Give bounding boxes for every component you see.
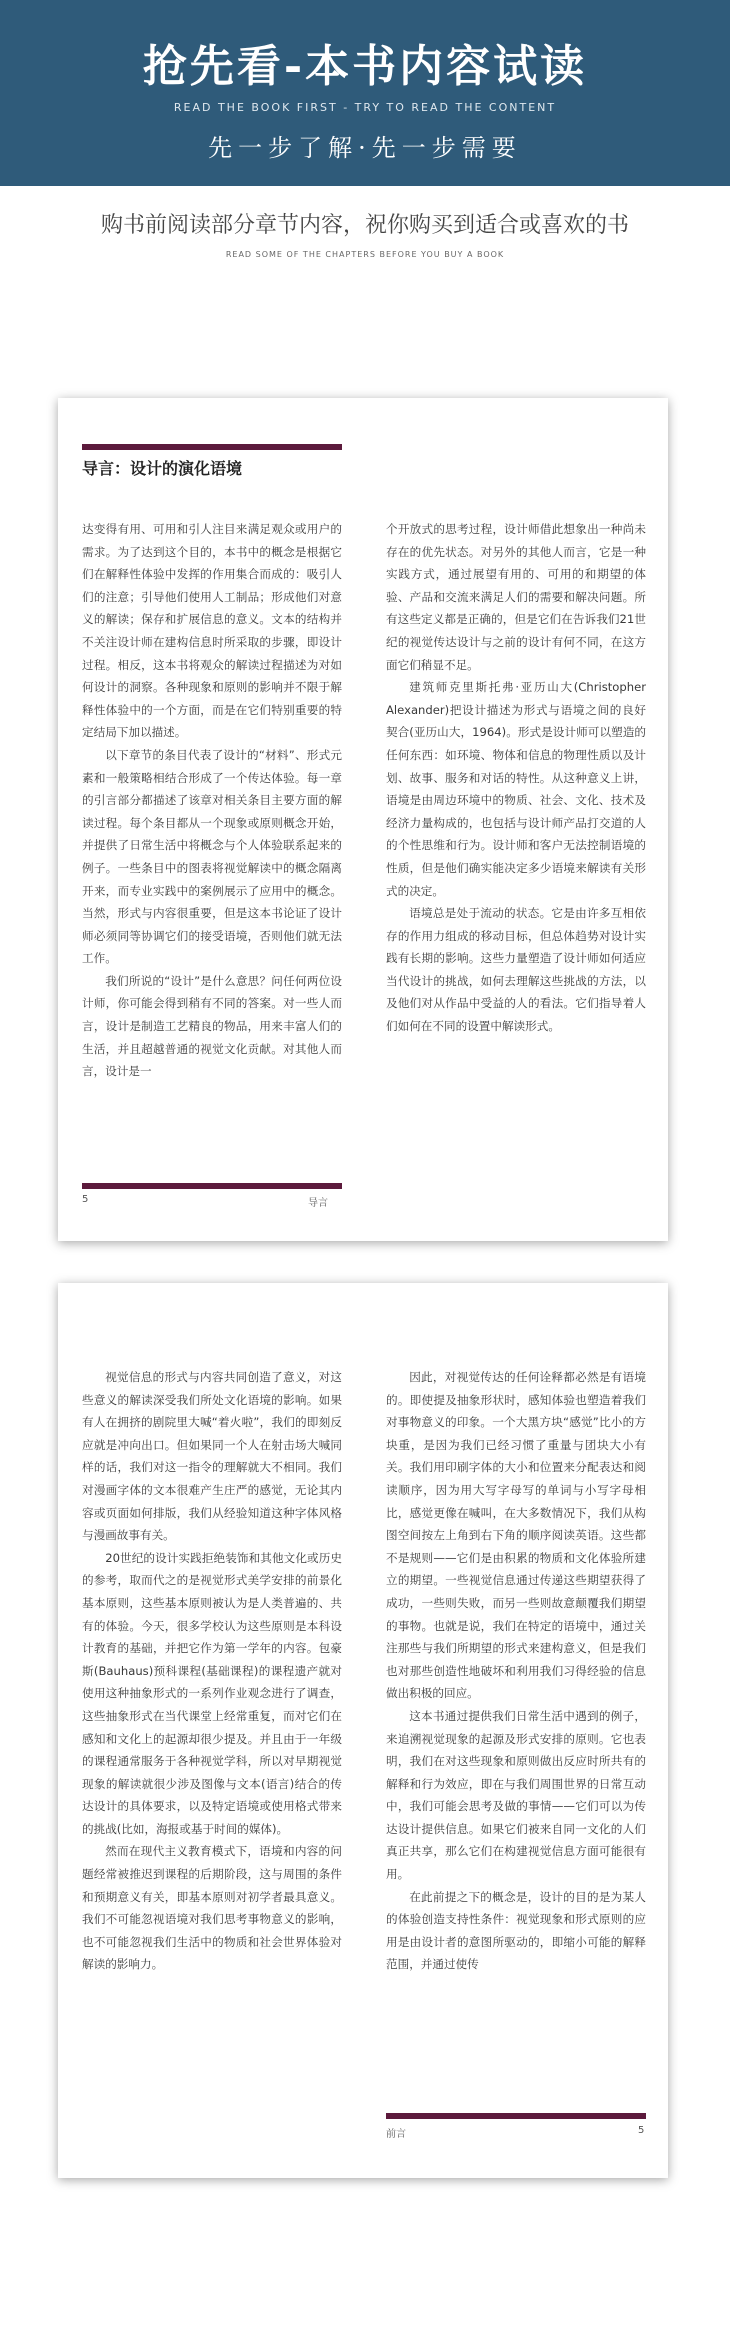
paragraph: 视觉信息的形式与内容共同创造了意义，对这些意义的解读深受我们所处文化语境的影响。如果有人在拥挤的剧院里大喊“着火啦”，我们的即刻反应就是冲向出口。但如果同一个人在射击场大喊同样的话，我们对这一指令的理解就大不相同。我们对漫画字体的文本很难产生庄严的感觉，无论其内容或页面如何排版，我们从经验知道这种字体风格与漫画故事有关。 xyxy=(82,1370,342,1543)
paragraph: 然而在现代主义教育模式下，语境和内容的问题经常被推迟到课程的后期阶段，这与周围的条件和预期意义有关，即基本原则对初学者最具意义。我们不可能忽视语境对我们思考事物意义的影响，也不可能忽视我们生活中的物质和社会世界体验对解读的影响力。 xyxy=(82,1844,342,1972)
page1-right-column xyxy=(386,518,646,1038)
paragraph: 因此，对视觉传达的任何诠释都必然是有语境的。即使提及抽象形状时，感知体验也塑造着我们对事物意义的印象。一个大黑方块“感觉”比小的方块重，是因为我们已经习惯了重量与团块大小有关。我们用印刷字体的大小和位置来分配表达和阅读顺序，因为用大写字母写的单词与小写字母相比，感觉更像在喊叫，在大多数情况下，我们从构图空间按左上角到右下角的顺序阅读英语。这些都不是规则——它们是由积累的物质和文化体验所建立的期望。一些视觉信息通过传递这些期望获得了成功，一些则失败，而另一些则故意颠覆我们期望的事物。也就是说，我们在特定的语境中，通过关注那些与我们所期望的形式来建构意义，但是我们也对那些创造性地破坏和利用我们习得经验的信息做出积极的回应。 xyxy=(386,1370,646,1701)
paragraph: 以下章节的条目代表了设计的“材料”、形式元素和一般策略相结合形成了一个传达体验。每一章的引言部分都描述了该章对相关条目主要方面的解读过程。每个条目都从一个现象或原则概念开始，并提供了日常生活中将概念与个人体验联系起来的例子。一些条目中的图表将视觉解读中的概念隔离开来，而专业实践中的案例展示了应用中的概念。当然，形式与内容很重要，但是这本书论证了设计师必须同等协调它们的接受语境，否则他们就无法工作。 xyxy=(82,747,342,966)
page-number: 5 xyxy=(82,1194,89,1205)
chapter-title: 导言：设计的演化语境 xyxy=(82,459,243,478)
footer-label: 前言 xyxy=(386,2129,406,2140)
paragraph: 我们所说的“设计”是什么意思？问任何两位设计师，你可能会得到稍有不同的答案。对一些人而言，设计是制造工艺精良的物品，用来丰富人们的生活，并且超越普通的视觉文化贡献。对其他人而言，设计是一 xyxy=(82,973,342,1079)
page2-left-column xyxy=(82,1366,342,1976)
footer-bar xyxy=(386,2113,646,2119)
intro-headline: 购书前阅读部分章节内容，祝你购买到适合或喜欢的书 xyxy=(100,213,629,238)
footer-bar xyxy=(82,1183,342,1189)
page-number: 5 xyxy=(638,2125,645,2136)
paragraph: 在此前提之下的概念是，设计的目的是为某人的体验创造支持性条件：视觉现象和形式原则的应用是由设计者的意图所驱动的，即缩小可能的解释范围，并通过使传 xyxy=(386,1889,646,1972)
intro-headline-en: READ SOME OF THE CHAPTERS BEFORE YOU BUY A BOOK xyxy=(225,250,505,259)
footer-label: 导言 xyxy=(308,1198,328,1209)
page1-left-column xyxy=(82,518,342,1083)
paragraph: 达变得有用、可用和引人注目来满足观众或用户的需求。为了达到这个目的，本书中的概念是根据它们在解释性体验中发挥的作用集合而成的：吸引人们的注意；引导他们使用人工制品；形成他们对意义的解读；保存和扩展信息的意义。文本的结构并不关注设计师在建构信息时所采取的步骤，即设计过程。相反，这本书将观众的解读过程描述为对如何设计的洞察。各种现象和原则的影响并不限于解释性体验中的一个方面，而是在它们特别重要的特定结局下加以描述。 xyxy=(82,522,342,740)
book-page-2 xyxy=(58,1283,668,2178)
banner-title: 抢先看-本书内容试读 xyxy=(142,41,588,92)
banner-slogan: 先一步了解·先一步需要 xyxy=(208,134,522,162)
paragraph: 建筑师克里斯托弗·亚历山大(Christopher Alexander)把设计描述为形式与语境之间的良好契合(亚历山大，1964)。形式是设计师可以塑造的任何东西：如环境、物体和信息的物理性质以及计划、故事、服务和对话的特性。从这种意义上讲，语境是由周边环境中的物质、社会、文化、技术及经济力量构成的，也包括与设计师产品打交道的人的个性思维和行为。设计师和客户无法控制语境的性质，但是他们确实能决定多少语境来解读有关形式的决定。 xyxy=(386,680,646,898)
chapter-top-bar xyxy=(82,444,342,450)
paragraph: 这本书通过提供我们日常生活中遇到的例子，来追溯视觉现象的起源及形式安排的原则。它也表明，我们在对这些现象和原则做出反应时所共有的解释和行为效应，即在与我们周围世界的日常互动中，我们可能会思考及做的事情——它们可以为传达设计提供信息。如果它们被来自同一文化的人们真正共享，那么它们在构建视觉信息方面可能很有用。 xyxy=(386,1708,646,1882)
paragraph: 20世纪的设计实践拒绝装饰和其他文化或历史的参考，取而代之的是视觉形式美学安排的前景化基本原则，这些基本原则被认为是人类普遍的、共有的体验。今天，很多学校认为这些原则是本科设计教育的基础，并把它作为第一学年的内容。包豪斯(Bauhaus)预科课程(基础课程)的课程遗产就对使用这种抽象形式的一系列作业观念进行了调查，这些抽象形式在当代课堂上经常重复，而对它们在感知和文化上的起源却很少提及。并且由于一年级的课程通常服务于各种视觉学科，所以对早期视觉现象的解读就很少涉及图像与文本(语言)结合的传达设计的具体要求，以及特定语境或使用格式带来的挑战(比如，海报或基于时间的媒体)。 xyxy=(82,1550,342,1836)
book-page-1 xyxy=(58,398,668,1241)
paragraph: 语境总是处于流动的状态。它是由许多互相依存的作用力组成的移动目标，但总体趋势对设计实践有长期的影响。这些力量塑造了设计师如何适应当代设计的挑战，如何去理解这些挑战的方法，以及他们对从作品中受益的人的看法。它们指导着人们如何在不同的设置中解读形式。 xyxy=(386,906,646,1034)
header-banner xyxy=(0,0,730,186)
page2-right-column xyxy=(386,1366,646,1976)
banner-subtitle-en: READ THE BOOK FIRST - TRY TO READ THE CONTENT xyxy=(173,101,557,114)
paragraph: 个开放式的思考过程，设计师借此想象出一种尚未存在的优先状态。对另外的其他人而言，它是一种实践方式，通过展望有用的、可用的和期望的体验、产品和交流来满足人们的需要和解决问题。所有这些定义都是正确的，但是它们在告诉我们21世纪的视觉传达设计与之前的设计有何不同，在这方面它们稍显不足。 xyxy=(386,522,646,672)
